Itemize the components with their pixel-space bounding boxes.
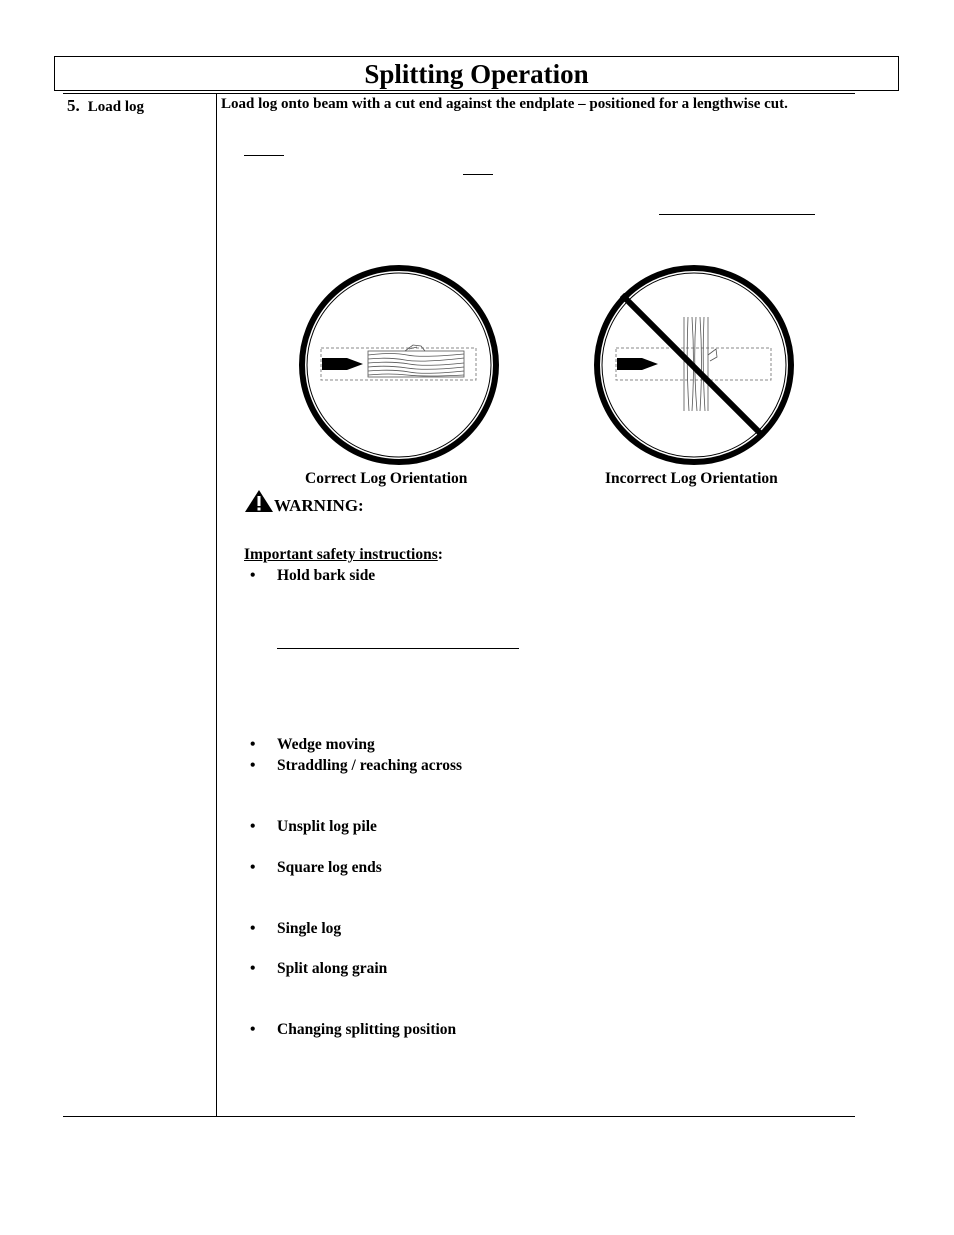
list-item: • Single log: [250, 920, 342, 937]
list-item-text: Split along grain: [277, 960, 388, 977]
warning-label: WARNING:: [274, 496, 364, 515]
list-item-text: Changing splitting position: [277, 1021, 457, 1038]
list-item-text: Hold bark side: [277, 567, 376, 584]
correct-orientation-icon: [297, 263, 501, 467]
warning-triangle-icon: [244, 489, 274, 513]
list-item-text: Straddling / reaching across: [277, 757, 463, 774]
prohibited-orientation-icon: [592, 263, 796, 467]
list-item-text: Unsplit log pile: [277, 818, 377, 835]
page-title: Splitting Operation: [364, 59, 589, 89]
underline-fragment: [244, 155, 284, 156]
list-item: • Changing splitting position: [250, 1021, 457, 1038]
table-column-divider: [216, 93, 217, 1117]
list-item: • Hold bark side: [250, 567, 376, 584]
list-item: • Straddling / reaching across: [250, 757, 463, 774]
table-bottom-rule: [63, 1116, 855, 1117]
list-item: • Square log ends: [250, 859, 382, 876]
instructions-heading-colon: :: [437, 546, 443, 563]
warning-heading: [244, 489, 364, 516]
list-item-text: Square log ends: [277, 859, 382, 876]
title-box: [54, 56, 899, 91]
instructions-heading-text: Important safety instructions: [244, 546, 438, 563]
underline-fragment: [463, 174, 493, 175]
list-item-text: Wedge moving: [277, 736, 375, 753]
step-number: 5.: [67, 96, 80, 115]
instructions-heading: [244, 546, 443, 564]
list-item-text: Single log: [277, 920, 342, 937]
step-intro-text: Load log onto beam with a cut end against the endplate – positioned for a lengthwise cut.: [221, 96, 788, 112]
step-heading: [67, 96, 144, 116]
figure-caption-correct: Correct Log Orientation: [305, 470, 468, 487]
underline-fragment: [659, 214, 815, 215]
list-item: • Wedge moving: [250, 736, 375, 753]
step-label: Load log: [87, 99, 145, 115]
underline-fragment: [277, 648, 519, 649]
list-item: • Split along grain: [250, 960, 388, 977]
list-item: • Unsplit log pile: [250, 818, 377, 835]
figure-caption-incorrect: Incorrect Log Orientation: [605, 470, 778, 487]
